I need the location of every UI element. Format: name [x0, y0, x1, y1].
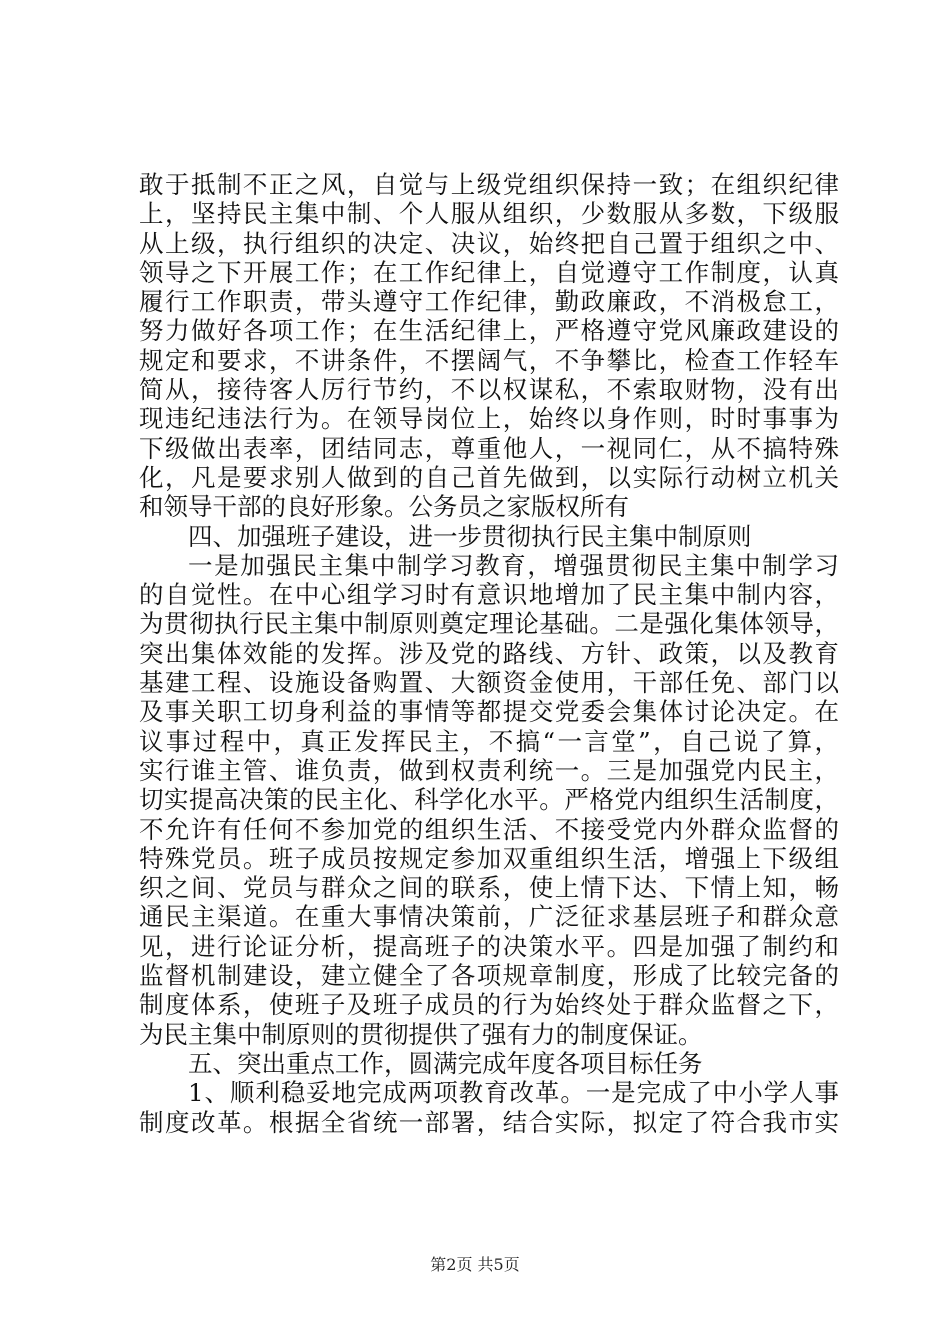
text-line: 1、顺利稳妥地完成两项教育改革。一是完成了中小学人事: [188, 1078, 839, 1108]
text-line: 努力做好各项工作；在生活纪律上，严格遵守党风廉政建设的: [139, 316, 839, 346]
text-line: 织之间、党员与群众之间的联系，使上情下达、下情上知，畅: [139, 873, 839, 903]
text-line: 为贯彻执行民主集中制原则奠定理论基础。二是强化集体领导，: [139, 609, 839, 639]
section-heading: 四、加强班子建设，进一步贯彻执行民主集中制原则: [188, 521, 752, 551]
text-line: 监督机制建设，建立健全了各项规章制度，形成了比较完备的: [139, 961, 839, 991]
text-line: 履行工作职责，带头遵守工作纪律，勤政廉政，不消极怠工，: [139, 287, 839, 317]
text-line: 突出集体效能的发挥。涉及党的路线、方针、政策，以及教育: [139, 638, 839, 668]
page-number-footer: 第2页 共5页: [430, 1255, 520, 1274]
text-line: 制度体系，使班子及班子成员的行为始终处于群众监督之下，: [139, 990, 839, 1020]
text-line: 特殊党员。班子成员按规定参加双重组织生活，增强上下级组: [139, 843, 839, 873]
text-line: 议事过程中，真正发挥民主，不搞“一言堂”，自己说了算，: [139, 726, 839, 756]
text-line: 简从，接待客人厉行节约，不以权谋私，不索取财物，没有出: [139, 375, 839, 405]
section-heading: 五、突出重点工作，圆满完成年度各项目标任务: [188, 1048, 703, 1078]
text-line: 和领导干部的良好形象。公务员之家版权所有: [139, 492, 629, 522]
text-line: 一是加强民主集中制学习教育，增强贯彻民主集中制学习: [188, 550, 839, 580]
text-line: 通民主渠道。在重大事情决策前，广泛征求基层班子和群众意: [139, 902, 839, 932]
text-line: 从上级，执行组织的决定、决议，始终把自己置于组织之中、: [139, 228, 839, 258]
paragraph: [139, 551, 839, 1049]
text-line: 基建工程、设施设备购置、大额资金使用，干部任免、部门以: [139, 668, 839, 698]
text-line: 现违纪违法行为。在领导岗位上，始终以身作则，时时事事为: [139, 404, 839, 434]
text-line: 制度改革。根据全省统一部署，结合实际，拟定了符合我市实: [139, 1107, 839, 1137]
text-line: 敢于抵制不正之风，自觉与上级党组织保持一致；在组织纪律: [139, 170, 839, 199]
text-line: 实行谁主管、谁负责，做到权责利统一。三是加强党内民主，: [139, 755, 839, 785]
text-line: 化，凡是要求别人做到的自己首先做到，以实际行动树立机关: [139, 462, 839, 492]
paragraph: [139, 1078, 839, 1137]
text-line: 下级做出表率，团结同志，尊重他人，一视同仁，从不搞特殊: [139, 433, 839, 463]
text-line: 及事关职工切身利益的事情等都提交党委会集体讨论决定。在: [139, 697, 839, 727]
text-line: 上，坚持民主集中制、个人服从组织，少数服从多数，下级服: [139, 199, 839, 229]
text-line: 见，进行论证分析，提高班子的决策水平。四是加强了制约和: [139, 931, 839, 961]
text-line: 规定和要求，不讲条件，不摆阔气，不争攀比，检查工作轻车: [139, 345, 839, 375]
paragraph: [139, 170, 839, 522]
document-body: [139, 170, 839, 1137]
text-line: 领导之下开展工作；在工作纪律上，自觉遵守工作制度，认真: [139, 257, 839, 287]
text-line: 的自觉性。在中心组学习时有意识地增加了民主集中制内容，: [139, 580, 839, 610]
text-line: 为民主集中制原则的贯彻提供了强有力的制度保证。: [139, 1019, 703, 1049]
text-line: 切实提高决策的民主化、科学化水平。严格党内组织生活制度，: [139, 785, 839, 815]
text-line: 不允许有任何不参加党的组织生活、不接受党内外群众监督的: [139, 814, 839, 844]
